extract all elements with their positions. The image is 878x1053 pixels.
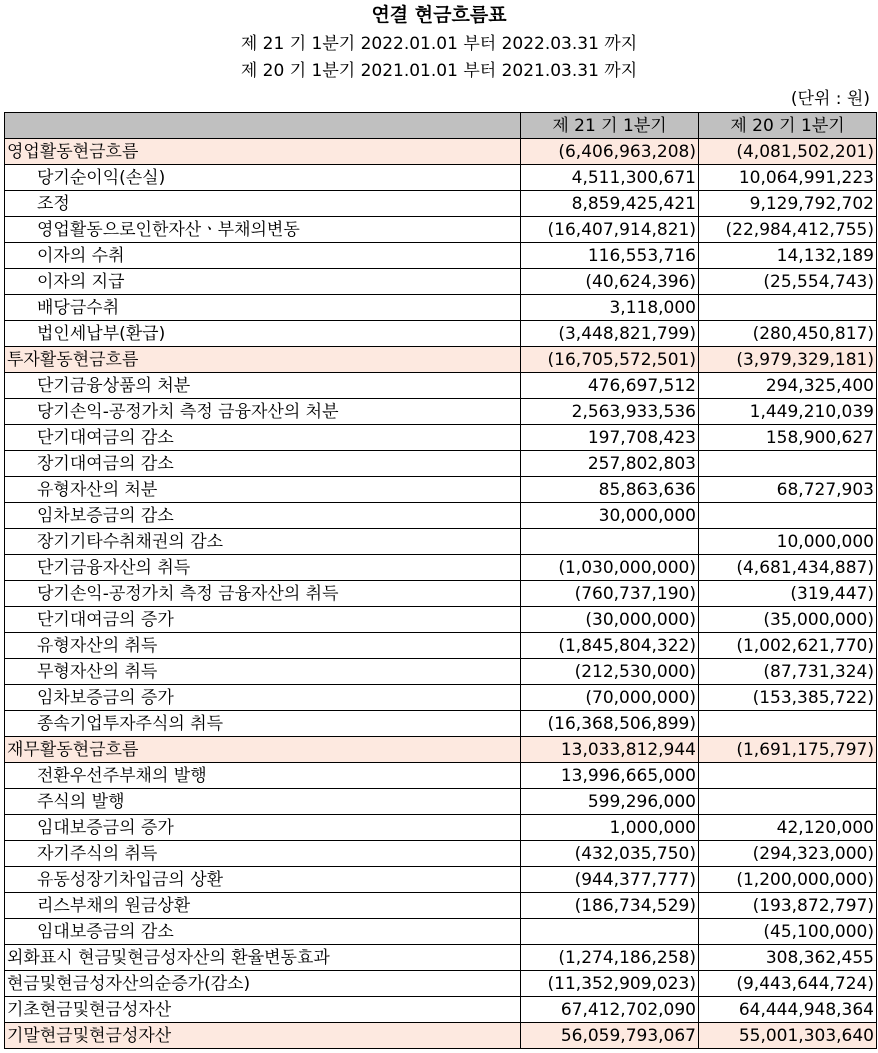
current-value: 257,802,803 — [521, 451, 699, 477]
prior-value: 14,132,189 — [699, 243, 877, 269]
current-value: (40,624,396) — [521, 269, 699, 295]
table-row — [5, 971, 877, 997]
prior-value: (35,000,000) — [699, 607, 877, 633]
row-label: 당기손익-공정가치 측정 금융자산의 처분 — [5, 399, 521, 425]
row-label: 투자활동현금흐름 — [5, 347, 521, 373]
current-value: 85,863,636 — [521, 477, 699, 503]
table-row — [5, 529, 877, 555]
prior-value — [699, 789, 877, 815]
prior-value: (4,681,434,887) — [699, 555, 877, 581]
prior-value — [699, 503, 877, 529]
current-value: 2,563,933,536 — [521, 399, 699, 425]
column-header-current: 제 21 기 1분기 — [521, 113, 699, 139]
prior-value: (153,385,722) — [699, 685, 877, 711]
prior-value — [699, 451, 877, 477]
current-value: (3,448,821,799) — [521, 321, 699, 347]
table-row — [5, 867, 877, 893]
row-label: 현금및현금성자산의순증가(감소) — [5, 971, 521, 997]
current-value: (760,737,190) — [521, 581, 699, 607]
table-row — [5, 763, 877, 789]
current-value — [521, 919, 699, 945]
prior-value: (1,002,621,770) — [699, 633, 877, 659]
table-row — [5, 165, 877, 191]
table-row — [5, 815, 877, 841]
table-row — [5, 737, 877, 763]
current-value: (432,035,750) — [521, 841, 699, 867]
current-value: 476,697,512 — [521, 373, 699, 399]
table-row — [5, 711, 877, 737]
table-body — [5, 139, 877, 1049]
row-label: 전환우선주부채의 발행 — [5, 763, 521, 789]
current-value: (16,407,914,821) — [521, 217, 699, 243]
row-label: 법인세납부(환급) — [5, 321, 521, 347]
current-value: (16,368,506,899) — [521, 711, 699, 737]
table-row — [5, 633, 877, 659]
table-row — [5, 997, 877, 1023]
table-row — [5, 555, 877, 581]
row-label: 종속기업투자주식의 취득 — [5, 711, 521, 737]
prior-value — [699, 711, 877, 737]
table-header-row — [5, 113, 877, 139]
prior-value: 9,129,792,702 — [699, 191, 877, 217]
table-row — [5, 477, 877, 503]
current-value: 599,296,000 — [521, 789, 699, 815]
prior-value — [699, 295, 877, 321]
row-label: 주식의 발행 — [5, 789, 521, 815]
unit-label: (단위 : 원) — [790, 89, 870, 109]
current-value: (944,377,777) — [521, 867, 699, 893]
prior-value: (1,200,000,000) — [699, 867, 877, 893]
prior-value: (25,554,743) — [699, 269, 877, 295]
current-value: (11,352,909,023) — [521, 971, 699, 997]
prior-value: 1,449,210,039 — [699, 399, 877, 425]
row-label: 임차보증금의 증가 — [5, 685, 521, 711]
row-label: 유동성장기차입금의 상환 — [5, 867, 521, 893]
row-label: 기말현금및현금성자산 — [5, 1023, 521, 1049]
prior-value: 158,900,627 — [699, 425, 877, 451]
prior-value: (1,691,175,797) — [699, 737, 877, 763]
current-value: 13,996,665,000 — [521, 763, 699, 789]
period-current: 제 21 기 1분기 2022.01.01 부터 2022.03.31 까지 — [240, 34, 638, 54]
row-label: 외화표시 현금및현금성자산의 환율변동효과 — [5, 945, 521, 971]
row-label: 배당금수취 — [5, 295, 521, 321]
table-row — [5, 893, 877, 919]
current-value: 4,511,300,671 — [521, 165, 699, 191]
table-row — [5, 789, 877, 815]
table-row — [5, 243, 877, 269]
prior-value — [699, 763, 877, 789]
current-value: 13,033,812,944 — [521, 737, 699, 763]
current-value: 67,412,702,090 — [521, 997, 699, 1023]
table-row — [5, 451, 877, 477]
row-label: 리스부채의 원금상환 — [5, 893, 521, 919]
row-label: 단기금융상품의 처분 — [5, 373, 521, 399]
cash-flow-table — [4, 112, 877, 1049]
row-label: 단기금융자산의 취득 — [5, 555, 521, 581]
current-value: (70,000,000) — [521, 685, 699, 711]
table-row — [5, 659, 877, 685]
current-value: (1,845,804,322) — [521, 633, 699, 659]
prior-value: 42,120,000 — [699, 815, 877, 841]
prior-value: 308,362,455 — [699, 945, 877, 971]
prior-value: (3,979,329,181) — [699, 347, 877, 373]
prior-value: (9,443,644,724) — [699, 971, 877, 997]
current-value: (30,000,000) — [521, 607, 699, 633]
row-label: 단기대여금의 감소 — [5, 425, 521, 451]
row-label: 당기순이익(손실) — [5, 165, 521, 191]
row-label: 장기대여금의 감소 — [5, 451, 521, 477]
table-row — [5, 685, 877, 711]
row-label: 이자의 수취 — [5, 243, 521, 269]
row-label: 장기기타수취채권의 감소 — [5, 529, 521, 555]
current-value: 1,000,000 — [521, 815, 699, 841]
row-label: 재무활동현금흐름 — [5, 737, 521, 763]
table-row — [5, 191, 877, 217]
prior-value: (22,984,412,755) — [699, 217, 877, 243]
table-row — [5, 347, 877, 373]
row-label: 기초현금및현금성자산 — [5, 997, 521, 1023]
table-row — [5, 269, 877, 295]
current-value: (1,030,000,000) — [521, 555, 699, 581]
page-title: 연결 현금흐름표 — [371, 4, 507, 26]
current-value: 197,708,423 — [521, 425, 699, 451]
current-value: 3,118,000 — [521, 295, 699, 321]
row-label: 영업활동으로인한자산ㆍ부채의변동 — [5, 217, 521, 243]
column-header-label — [5, 113, 521, 139]
row-label: 자기주식의 취득 — [5, 841, 521, 867]
row-label: 무형자산의 취득 — [5, 659, 521, 685]
table-row — [5, 399, 877, 425]
row-label: 조정 — [5, 191, 521, 217]
table-row — [5, 841, 877, 867]
current-value: 30,000,000 — [521, 503, 699, 529]
table-row — [5, 321, 877, 347]
current-value: 116,553,716 — [521, 243, 699, 269]
prior-value: (319,447) — [699, 581, 877, 607]
row-label: 유형자산의 취득 — [5, 633, 521, 659]
column-header-prior: 제 20 기 1분기 — [699, 113, 877, 139]
row-label: 유형자산의 처분 — [5, 477, 521, 503]
table-row — [5, 581, 877, 607]
prior-value: 68,727,903 — [699, 477, 877, 503]
row-label: 이자의 지급 — [5, 269, 521, 295]
current-value: 8,859,425,421 — [521, 191, 699, 217]
table-row — [5, 1023, 877, 1049]
prior-value: (193,872,797) — [699, 893, 877, 919]
table-row — [5, 139, 877, 165]
table-row — [5, 503, 877, 529]
current-value: (6,406,963,208) — [521, 139, 699, 165]
table-row — [5, 607, 877, 633]
row-label: 임차보증금의 감소 — [5, 503, 521, 529]
current-value: (212,530,000) — [521, 659, 699, 685]
row-label: 영업활동현금흐름 — [5, 139, 521, 165]
prior-value: (87,731,324) — [699, 659, 877, 685]
table-row — [5, 217, 877, 243]
current-value: (16,705,572,501) — [521, 347, 699, 373]
table-row — [5, 295, 877, 321]
current-value: (1,274,186,258) — [521, 945, 699, 971]
prior-value: 10,064,991,223 — [699, 165, 877, 191]
table-row — [5, 425, 877, 451]
prior-value: (45,100,000) — [699, 919, 877, 945]
current-value: (186,734,529) — [521, 893, 699, 919]
prior-value: 64,444,948,364 — [699, 997, 877, 1023]
prior-value: (294,323,000) — [699, 841, 877, 867]
table-row — [5, 373, 877, 399]
prior-value: 10,000,000 — [699, 529, 877, 555]
prior-value: 55,001,303,640 — [699, 1023, 877, 1049]
row-label: 임대보증금의 증가 — [5, 815, 521, 841]
row-label: 당기손익-공정가치 측정 금융자산의 취득 — [5, 581, 521, 607]
prior-value: (280,450,817) — [699, 321, 877, 347]
table-row — [5, 945, 877, 971]
row-label: 단기대여금의 증가 — [5, 607, 521, 633]
current-value — [521, 529, 699, 555]
prior-value: (4,081,502,201) — [699, 139, 877, 165]
table-row — [5, 919, 877, 945]
period-prior: 제 20 기 1분기 2021.01.01 부터 2021.03.31 까지 — [240, 61, 638, 81]
current-value: 56,059,793,067 — [521, 1023, 699, 1049]
prior-value: 294,325,400 — [699, 373, 877, 399]
row-label: 임대보증금의 감소 — [5, 919, 521, 945]
